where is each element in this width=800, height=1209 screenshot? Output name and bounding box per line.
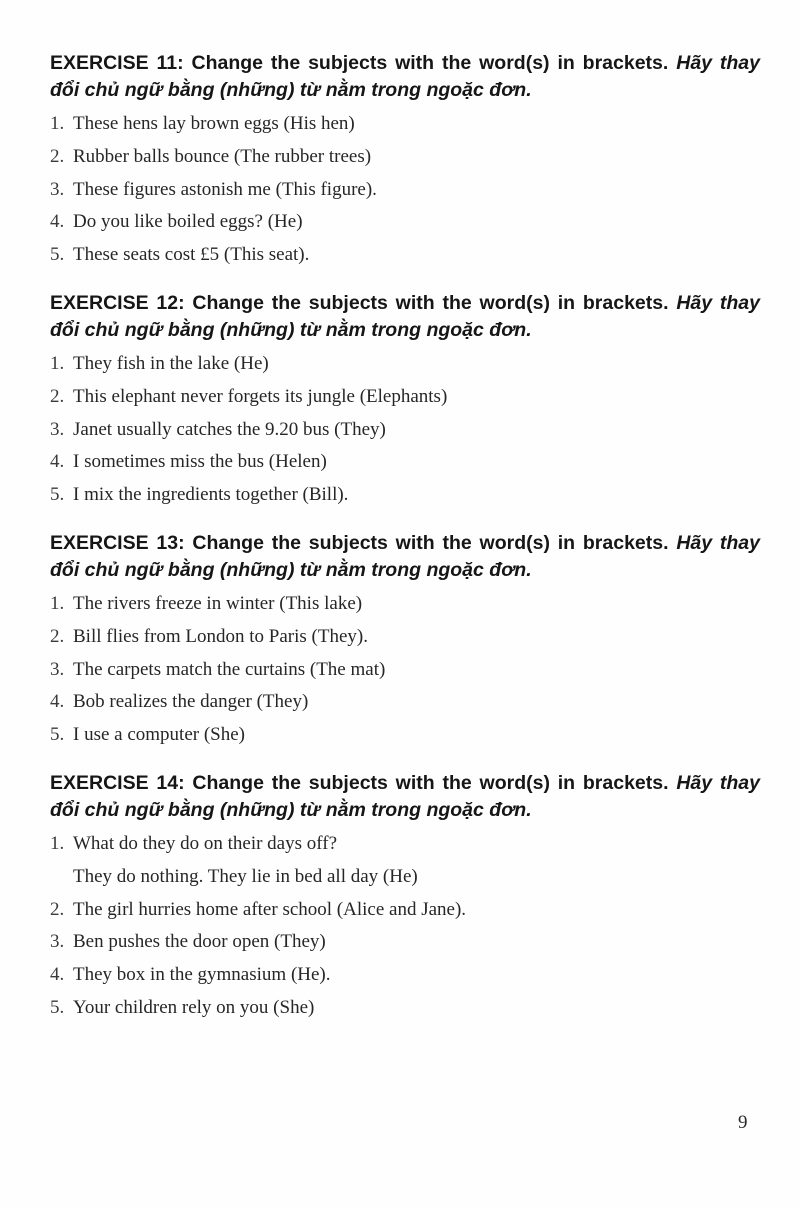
exercise-item <box>50 141 760 174</box>
item-number: 3. <box>50 418 65 440</box>
item-number: 5. <box>50 244 65 266</box>
exercise-instruction-vi: Hãy thay đổi chủ ngữ bằng (những) từ nằm trong ngoặc đơn. <box>50 772 760 821</box>
item-text: They box in the gymnasium (He). <box>73 964 331 986</box>
item-text: I mix the ingredients together (Bill). <box>73 484 349 506</box>
item-text: They fish in the lake (He) <box>73 353 269 374</box>
exercise-heading <box>50 290 760 344</box>
exercise-instruction-vi: Hãy thay đổi chủ ngữ bằng (những) từ nằm trong ngoặc đơn. <box>50 52 761 101</box>
item-number: 4. <box>50 451 65 473</box>
exercise-heading <box>50 770 760 824</box>
item-text: These hens lay brown eggs (His hen) <box>73 113 355 134</box>
item-text-continuation: They do nothing. They lie in bed all day (He) <box>73 865 418 887</box>
exercise-item <box>50 174 760 207</box>
item-text: Janet usually catches the 9.20 bus (They) <box>73 418 386 440</box>
item-text: Do you like boiled eggs? (He) <box>73 211 303 233</box>
exercise-title: EXERCISE 12: Change the subjects with the word(s) in brackets. <box>50 292 669 314</box>
item-number: 2. <box>50 145 65 167</box>
item-text: Ben pushes the door open (They) <box>73 931 326 953</box>
exercise-heading <box>50 530 760 584</box>
exercise-item <box>50 239 760 272</box>
item-number: 1. <box>50 833 65 854</box>
exercise-item <box>50 992 760 1025</box>
item-text: The rivers freeze in winter (This lake) <box>73 593 363 614</box>
item-text: This elephant never forgets its jungle (Elephants) <box>73 385 448 407</box>
exercise-item <box>50 446 760 479</box>
item-number: 1. <box>50 113 65 134</box>
item-text: I sometimes miss the bus (Helen) <box>73 451 327 473</box>
exercise-item <box>50 381 760 414</box>
exercise-title: EXERCISE 14: Change the subjects with the word(s) in brackets. <box>50 772 669 794</box>
item-text: The carpets match the curtains (The mat) <box>73 658 386 680</box>
exercise-title: EXERCISE 13: Change the subjects with the word(s) in brackets. <box>50 532 669 554</box>
item-number: 4. <box>50 691 65 713</box>
item-text: Bob realizes the danger (They) <box>73 691 309 713</box>
exercise-item <box>50 414 760 447</box>
exercise-item <box>50 621 760 654</box>
exercise-13 <box>50 530 760 752</box>
exercise-item <box>50 206 760 239</box>
exercise-14 <box>50 770 760 1025</box>
item-number: 1. <box>50 353 65 374</box>
item-text: Rubber balls bounce (The rubber trees) <box>73 145 372 167</box>
exercise-items <box>50 828 760 1025</box>
item-number: 3. <box>50 178 65 200</box>
exercise-items <box>50 348 760 512</box>
exercise-item <box>50 926 760 959</box>
exercise-item <box>50 588 760 621</box>
item-text: The girl hurries home after school (Alice and Jane). <box>73 898 467 920</box>
item-text: What do they do on their days off? <box>73 833 337 854</box>
item-number: 3. <box>50 931 65 953</box>
exercise-item <box>50 686 760 719</box>
item-number: 1. <box>50 593 65 614</box>
item-text: These figures astonish me (This figure). <box>73 178 377 200</box>
item-number: 4. <box>50 964 65 986</box>
exercise-12 <box>50 290 760 512</box>
item-number: 3. <box>50 658 65 680</box>
exercise-item <box>50 719 760 752</box>
item-number: 2. <box>50 898 65 920</box>
page-number: 9 <box>738 1112 748 1133</box>
item-number: 5. <box>50 484 65 506</box>
exercise-instruction-vi: Hãy thay đổi chủ ngữ bằng (những) từ nằm trong ngoặc đơn. <box>50 292 760 341</box>
exercise-item <box>50 479 760 512</box>
exercise-heading <box>50 50 760 104</box>
exercise-item <box>50 108 760 141</box>
item-text: I use a computer (She) <box>73 724 245 746</box>
item-text: Your children rely on you (She) <box>73 996 315 1018</box>
exercise-instruction-vi: Hãy thay đổi chủ ngữ bằng (những) từ nằm trong ngoặc đơn. <box>50 532 760 581</box>
exercise-11 <box>50 50 760 272</box>
exercise-title: EXERCISE 11: Change the subjects with the word(s) in brackets. <box>50 52 669 74</box>
item-text: Bill flies from London to Paris (They). <box>73 625 368 647</box>
exercise-item <box>50 654 760 687</box>
item-number: 5. <box>50 996 65 1018</box>
item-number: 4. <box>50 211 65 233</box>
item-text: These seats cost £5 (This seat). <box>73 244 310 266</box>
item-number: 2. <box>50 625 65 647</box>
exercise-item <box>50 348 760 381</box>
exercise-items <box>50 108 760 272</box>
exercise-items <box>50 588 760 752</box>
item-number: 2. <box>50 385 65 407</box>
item-number: 5. <box>50 724 65 746</box>
exercise-item <box>50 894 760 927</box>
exercise-item <box>50 959 760 992</box>
exercise-item <box>50 828 760 894</box>
